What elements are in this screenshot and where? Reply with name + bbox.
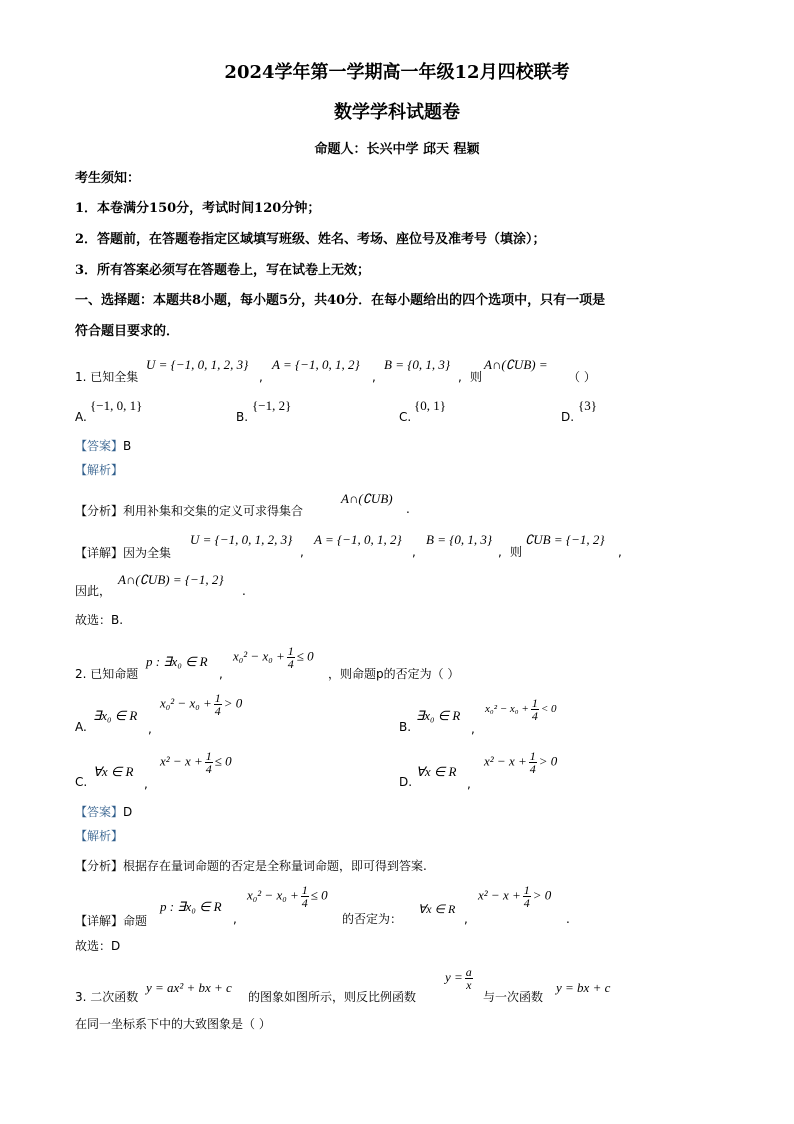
q1-xj-comma-4: , xyxy=(618,545,622,559)
q2-option-d-comma: , xyxy=(467,777,471,791)
q2-option-d-label: D. xyxy=(399,775,413,789)
q2-xj-result xyxy=(478,884,551,909)
q2-xj-left: x₀² − x₀ + xyxy=(247,887,299,903)
q2-option-b-fraction xyxy=(531,697,539,722)
q1-option-d: {3} xyxy=(578,398,597,413)
q1-answer-tag: 【答案】 xyxy=(75,439,124,453)
q1-expression: A∩(∁UB) = xyxy=(484,357,548,372)
q1-prefix: 1. 已知全集 xyxy=(75,370,139,384)
q2-xj-left2: x² − x + xyxy=(478,887,521,903)
q2-fenxi: 根据存在量词命题的否定是全称量词命题，即可得到答案. xyxy=(123,859,427,873)
fraction-denominator: 4 xyxy=(205,762,212,776)
q3-mid2: 与一次函数 xyxy=(483,990,544,1004)
q2-xiangjie-tag: 【详解】 xyxy=(75,914,124,928)
q1-answer: B xyxy=(123,439,132,453)
q2-option-b-left: x₀² − x₀ + xyxy=(485,703,529,716)
q1-xiangjie-row xyxy=(75,542,171,561)
q1-xj-then: 则 xyxy=(510,545,523,559)
q2-analysis-tag: 【解析】 xyxy=(75,829,124,843)
q1-set-u: U = {−1, 0, 1, 2, 3} xyxy=(146,357,249,372)
q2-option-c-left: x² − x + xyxy=(160,753,203,769)
q1-therefore-period: . xyxy=(242,584,246,598)
q2-option-d xyxy=(484,750,557,775)
notice-item-2: 2．答题前，在答题卷指定区域填写班级、姓名、考场、座位号及准考号（填涂）； xyxy=(75,232,546,247)
q2-xiangjie: 命题 xyxy=(123,914,148,928)
q2-option-c xyxy=(160,750,232,775)
q1-fenxi-tag: 【分析】 xyxy=(75,504,124,518)
q1-xj-set-b: B = {0, 1, 3} xyxy=(426,532,493,547)
exam-subtitle: 数学学科试题卷 xyxy=(334,102,460,123)
q1-set-a: A = {−1, 0, 1, 2} xyxy=(272,357,360,372)
q2-option-a-fraction xyxy=(214,692,222,717)
fraction-denominator: 4 xyxy=(287,657,294,671)
q2-option-c-quantifier: ∀x ∈ R xyxy=(93,764,134,779)
q2-xj-proposition: p : ∃x₀ ∈ R xyxy=(160,899,222,914)
q2-fraction xyxy=(287,645,295,670)
q2-option-d-quantifier: ∀x ∈ R xyxy=(416,764,457,779)
q2-xj-quantifier: ∀x ∈ R xyxy=(418,902,456,916)
q2-proposition: p : ∃x₀ ∈ R xyxy=(146,654,208,669)
q2-xj-fraction xyxy=(301,884,309,909)
q2-option-c-label: C. xyxy=(75,775,88,789)
fraction-numerator: 1 xyxy=(529,749,536,763)
q1-fenxi: 利用补集和交集的定义可求得集合 xyxy=(123,504,304,518)
q1-xj-set-a: A = {−1, 0, 1, 2} xyxy=(314,532,402,547)
q1-fenxi-period: . xyxy=(406,502,410,516)
q2-option-b-label: B. xyxy=(399,720,412,734)
q3-inverse-fraction xyxy=(465,966,473,991)
q2-option-b-right: < 0 xyxy=(540,703,557,716)
q2-xj-right: ≤ 0 xyxy=(310,887,328,903)
notice-heading: 考生须知： xyxy=(75,171,141,186)
q2-option-a-comma: , xyxy=(148,722,152,736)
q2-answer-tag: 【答案】 xyxy=(75,805,124,819)
q2-ineq-left: x₀² − x₀ + xyxy=(233,648,285,664)
q1-xj-set-u: U = {−1, 0, 1, 2, 3} xyxy=(190,532,293,547)
q2-option-c-fraction xyxy=(205,750,213,775)
fraction-numerator: 1 xyxy=(523,883,530,897)
q2-prefix: 2. 已知命题 xyxy=(75,667,139,681)
q2-option-d-fraction xyxy=(529,750,537,775)
q2-option-a-right: > 0 xyxy=(223,695,243,711)
fraction-denominator: 4 xyxy=(531,709,538,723)
q2-xiangjie-row xyxy=(75,910,147,929)
q1-option-a-label: A. xyxy=(75,410,87,424)
exam-author: 命题人：长兴中学 邱天 程颖 xyxy=(314,142,480,157)
q1-fenxi-row xyxy=(75,500,303,519)
q1-xj-comma-2: , xyxy=(412,545,416,559)
fraction-denominator: 4 xyxy=(523,896,530,910)
fraction-numerator: 1 xyxy=(301,883,308,897)
q2-answer: D xyxy=(123,805,133,819)
fraction-denominator: 4 xyxy=(301,896,308,910)
q1-choose: 故选：B. xyxy=(75,613,124,627)
q2-xj-comma: , xyxy=(233,912,237,926)
fraction-numerator: 1 xyxy=(531,696,538,710)
q2-answer-row xyxy=(75,801,132,820)
fraction-denominator: 4 xyxy=(214,704,221,718)
q1-option-a: {−1, 0, 1} xyxy=(90,398,143,413)
q2-option-c-comma: , xyxy=(144,777,148,791)
q3-prefix: 3. 二次函数 xyxy=(75,990,139,1004)
q3-quadratic: y = ax² + bx + c xyxy=(146,980,232,995)
q2-comma: , xyxy=(219,667,223,681)
q1-xj-complement: ∁UB = {−1, 2} xyxy=(525,532,605,547)
q1-option-d-label: D. xyxy=(561,410,575,424)
q2-fenxi-tag: 【分析】 xyxy=(75,859,124,873)
notice-item-1: 1．本卷满分150分，考试时间120分钟； xyxy=(75,201,321,216)
q1-option-c: {0, 1} xyxy=(414,398,446,413)
q2-xj-comma-2: , xyxy=(464,912,468,926)
q2-choose: 故选：D xyxy=(75,939,121,953)
q1-comma-1: , xyxy=(259,370,263,384)
q1-set-b: B = {0, 1, 3} xyxy=(384,357,451,372)
q2-xj-period: . xyxy=(566,912,570,926)
q2-ineq-right: ≤ 0 xyxy=(296,648,314,664)
q2-option-d-right: > 0 xyxy=(538,753,558,769)
q2-option-c-right: ≤ 0 xyxy=(214,753,232,769)
q3-inverse-function xyxy=(445,966,475,991)
q2-option-d-left: x² − x + xyxy=(484,753,527,769)
q1-option-b: {−1, 2} xyxy=(252,398,292,413)
q2-inequality xyxy=(233,645,314,670)
q1-xj-comma-1: , xyxy=(300,545,304,559)
fraction-numerator: 1 xyxy=(287,644,294,658)
q2-suffix: ，则命题p的否定为（ ） xyxy=(328,667,460,681)
q1-xiangjie-tag: 【详解】 xyxy=(75,546,124,560)
q2-option-a-left: x₀² − x₀ + xyxy=(160,695,212,711)
q2-xj-fraction-2 xyxy=(523,884,531,909)
q1-option-c-label: C. xyxy=(399,410,412,424)
section-heading-line2: 符合题目要求的． xyxy=(75,324,180,339)
q3-mid: 的图象如图所示，则反比例函数 xyxy=(248,990,417,1004)
fraction-numerator: 1 xyxy=(214,691,221,705)
notice-item-3: 3．所有答案必须写在答题卷上，写在试卷上无效； xyxy=(75,263,371,278)
q2-xj-inequality xyxy=(247,884,328,909)
q2-fenxi-row xyxy=(75,855,427,874)
q1-therefore: 因此， xyxy=(75,584,112,598)
q2-option-b-quantifier: ∃x₀ ∈ R xyxy=(416,708,461,723)
q2-option-b xyxy=(485,697,557,722)
q2-option-a-quantifier: ∃x₀ ∈ R xyxy=(93,708,138,723)
q1-option-b-label: B. xyxy=(236,410,249,424)
q1-comma-2: , xyxy=(372,370,376,384)
q1-fenxi-expr: A∩(∁UB) xyxy=(341,491,393,506)
exam-title: 2024学年第一学期高一年级12月四校联考 xyxy=(224,62,570,83)
q3-line2: 在同一坐标系下中的大致图象是（ ） xyxy=(75,1017,271,1031)
q2-option-b-comma: , xyxy=(471,722,475,736)
q2-xj-negation: 的否定为： xyxy=(342,912,403,926)
q1-xj-comma-3: , xyxy=(498,545,502,559)
fraction-denominator: 4 xyxy=(529,762,536,776)
q3-inverse-y: y = xyxy=(445,969,463,985)
q2-option-a-label: A. xyxy=(75,720,87,734)
q1-comma-3: , xyxy=(458,370,462,384)
section-heading-line1: 一、选择题：本题共8小题，每小题5分，共40分．在每小题给出的四个选项中，只有一项是 xyxy=(75,293,606,308)
q2-xj-right2: > 0 xyxy=(532,887,552,903)
q1-analysis-tag: 【解析】 xyxy=(75,463,124,477)
fraction-numerator: a xyxy=(465,965,472,979)
q1-answer-row xyxy=(75,435,131,454)
q1-paren: （ ） xyxy=(568,370,596,384)
fraction-numerator: 1 xyxy=(205,749,212,763)
q1-then: 则 xyxy=(470,370,483,384)
q1-xiangjie: 因为全集 xyxy=(123,546,172,560)
q3-linear: y = bx + c xyxy=(556,980,611,995)
fraction-denominator: x xyxy=(466,978,472,992)
q2-option-a xyxy=(160,692,242,717)
q1-therefore-expr: A∩(∁UB) = {−1, 2} xyxy=(118,572,224,587)
